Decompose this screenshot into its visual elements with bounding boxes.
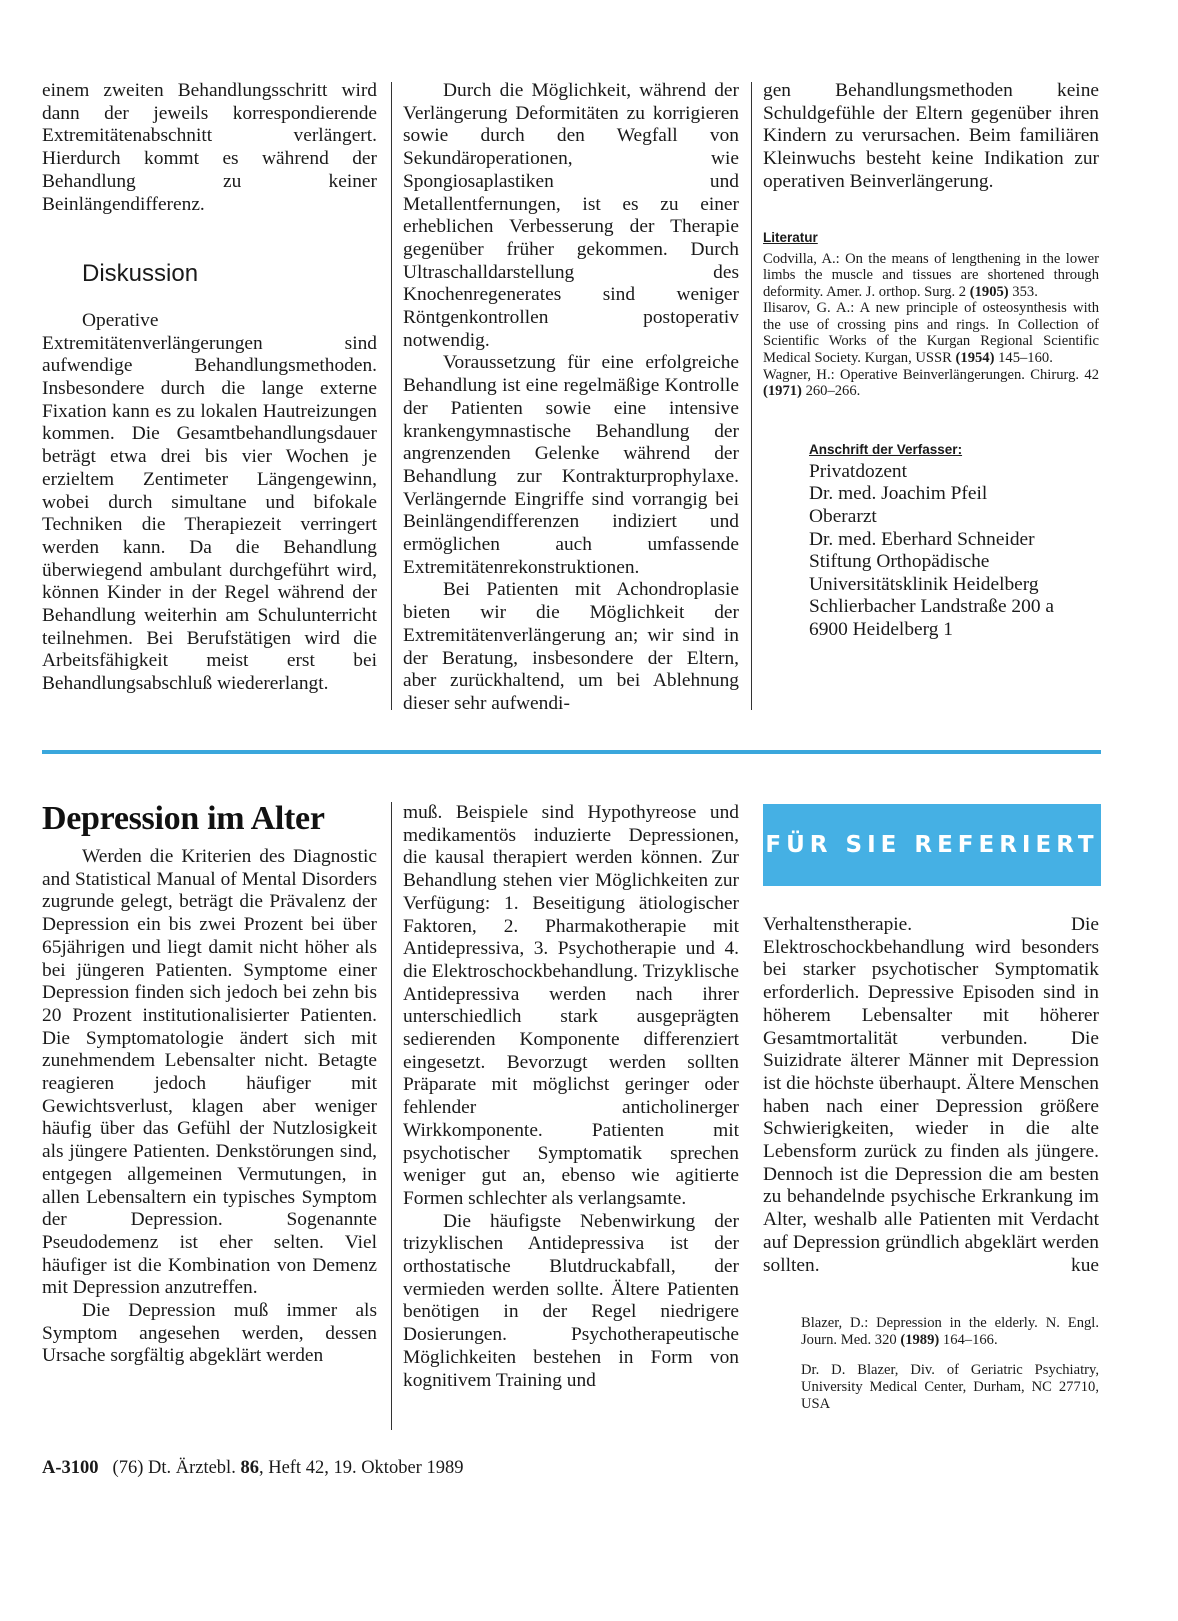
address-line: Stiftung Orthopädische — [809, 551, 990, 573]
address-line: Schlierbacher Landstraße 200 a — [809, 596, 1054, 618]
author-signature: kue — [1071, 1254, 1099, 1276]
paragraph: muß. Beispiele sind Hypothyreose und medikamentös induzierte Depressionen, die kausal therapiert werden können. Zur Behandlung stehen vier Möglichkeiten zur Verfügung: 1. Beseitigung ätiologischer Faktoren, 2. Pharmakotherapie mit Antidepressiva, 3. Psychotherapie und 4. die Elektroschockbehandlung. Trizyklische Antidepressiva werden nach ihrer unterschiedlich stark ausgeprägten sedierenden Komponente differenziert eingesetzt. Bevorzugt werden sollten Präparate mit möglichst geringer oder fehlender anticholinerger Wirkkomponente. Patienten mit psychotischer Symptomatik sprechen weniger gut an, ebenso wie agitierte Formen schlechter als verlangsamte. — [403, 802, 739, 1209]
reference-item: Ilisarov, G. A.: A new principle of osteosynthesis with the use of crossing pins and rings. In Collection of Scientific Works of the Kurgan Regional Scientific Medical Society. Kurgan, USSR (1954) 145–160. — [763, 300, 1099, 367]
reference-list — [763, 251, 1099, 400]
paragraph: Verhaltenstherapie. Die Elektroschockbehandlung wird besonders bei starker psychotischer Symptomatik erforderlich. Depressive Episoden sind in höherem Lebensalter mit höherer Gesamtmortalität verbunden. Die Suizidrate älterer Männer mit Depression ist die höchste überhaupt. Ältere Menschen haben nach einer Depression größere Schwierigkeiten, wieder in die alte Lebensform zurück zu finden als jüngere. Dennoch ist die Depression die am besten zu behandelnde psychische Erkrankung im Alter, weshalb alle Patienten mit Verdacht auf Depression gründlich abgeklärt werden sollten. kue — [763, 914, 1100, 1276]
journal-citation: (76) Dt. Ärztebl. 86, Heft 42, 19. Oktober 1989 — [112, 1458, 464, 1478]
reference-item: Codvilla, A.: On the means of lengthening in the lower limbs the muscle and tissues are shortened through deformity. Amer. J. orthop. Surg. 2 (1905) 353. — [763, 250, 1099, 300]
paragraph: Werden die Kriterien des Diagnostic and Statistical Manual of Mental Disorders zugrunde gelegt, beträgt die Prävalenz der Depression ein bis zwei Prozent bei über 65jährigen und liegt damit nicht höher als bei jüngeren Patienten. Symptome einer Depression finden sich jedoch bei zehn bis 20 Prozent institutionalisierter Patienten. Die Symptomatologie ändert sich mit zunehmendem Lebensalter nicht. Betagte reagieren jedoch häufiger mit Gewichtsverlust, klagen aber weniger häufig über das Gefühl der Nutzlosigkeit als jüngere Patienten. Denkstörungen sind, entgegen allgemeinen Vermutungen, in allen Lebensaltern ein typisches Symptom der Depression. Sogenannte Pseudodemenz ist eher selten. Viel häufiger ist die Kombination von Demenz mit Depression anzutreffen. — [42, 846, 377, 1299]
address-line: Dr. med. Eberhard Schneider — [809, 528, 1035, 550]
paragraph: Die häufigste Nebenwirkung der trizyklischen Antidepressiva ist der orthostatische Blutdruckabfall, der vermieden werden sollte. Ältere Patienten benötigen in der Regel niedrigere Dosierungen. Psychotherapeutische Möglichkeiten bestehen in Form von kognitivem Training und — [403, 1210, 739, 1391]
column-divider — [391, 82, 392, 710]
address-heading: Anschrift der Verfasser: — [809, 441, 963, 457]
top-column-1 — [42, 80, 377, 696]
reference-item: Blazer, D.: Depression in the elderly. N. Engl. Journ. Med. 320 (1989) 164–166. — [801, 1315, 1099, 1348]
banner-label: FÜR SIE REFERIERT — [765, 832, 1099, 858]
column-divider — [751, 82, 752, 710]
article-reference — [801, 1315, 1099, 1412]
article-title: Depression im Alter — [42, 800, 325, 837]
paragraph: einem zweiten Behandlungsschritt wird dann der jeweils korrespondierende Extremitätenabschnitt verlängert. Hierdurch kommt es während der Behandlung zu keiner Beinlängendifferenz. — [42, 80, 377, 215]
address-line: Universitätsklinik Heidelberg — [809, 573, 1039, 595]
fuer-sie-referiert-banner — [763, 804, 1101, 886]
address-line: Oberarzt — [809, 506, 877, 528]
page-number: A-3100 — [42, 1458, 99, 1478]
article-column-3 — [763, 914, 1099, 1412]
author-address-note: Dr. D. Blazer, Div. of Geriatric Psychiatry, University Medical Center, Durham, NC 27710, USA — [801, 1362, 1099, 1412]
paragraph: Bei Patienten mit Achondroplasie bieten wir die Möglichkeit der Extremitätenverlängerung an; wir sind in der Beratung, insbesondere der Eltern, aber zurückhaltend, um bei Ablehnung dieser sehr aufwendi- — [403, 579, 739, 714]
article-column-1 — [42, 800, 377, 1368]
address-line: Dr. med. Joachim Pfeil — [809, 483, 988, 505]
top-column-3 — [763, 80, 1099, 642]
paragraph: Die Depression muß immer als Symptom angesehen werden, dessen Ursache sorgfältig abgeklärt werden — [42, 1300, 377, 1367]
section-separator-rule — [42, 750, 1101, 754]
paragraph: Voraussetzung für eine erfolgreiche Behandlung ist eine regelmäßige Kontrolle der Patienten sowie eine intensive krankengymnastische Behandlung der angrenzenden Gelenke während der Behandlung zur Kontrakturprophylaxe. Verlängernde Eingriffe sind vorrangig bei Beinlängendifferenzen indiziert und ermöglichen auch umfassende Extremitätenrekonstruktionen. — [403, 352, 739, 578]
section-heading-diskussion: Diskussion — [82, 260, 199, 288]
reference-item: Wagner, H.: Operative Beinverlängerungen. Chirurg. 42 (1971) 260–266. — [763, 366, 1099, 400]
address-line: 6900 Heidelberg 1 — [809, 619, 953, 641]
address-line: Privatdozent — [809, 460, 908, 482]
author-address — [809, 442, 1099, 642]
top-column-2 — [403, 80, 739, 716]
paragraph: gen Behandlungsmethoden keine Schuldgefühle der Eltern gegenüber ihren Kindern zu verursachen. Beim familiären Kleinwuchs besteht keine Indikation zur operativen Beinverlängerung. — [763, 80, 1099, 192]
paragraph: Operative Extremitätenverlängerungen sind aufwendige Behandlungsmethoden. Insbesondere durch die lange externe Fixation kann es zu lokalen Hautreizungen kommen. Die Gesamtbehandlungsdauer beträgt etwa drei bis vier Wochen je erzieltem Zentimeter Längengewinn, wobei durch simultane und bifokale Techniken die Therapiezeit verringert werden kann. Da die Behandlung überwiegend ambulant durchgeführt wird, können Kinder in der Regel während der Behandlung weiterhin am Schulunterricht teilnehmen. Bei Berufstätigen wird die Arbeitsfähigkeit meist erst bei Behandlungsabschluß wiedererlangt. — [42, 309, 377, 695]
paragraph: Durch die Möglichkeit, während der Verlängerung Deformitäten zu korrigieren sowie durch den Wegfall von Sekundäroperationen, wie Spongiosaplastiken und Metallentfernungen, ist es zu einer erheblichen Verbesserung der Therapie gegenüber früher gekommen. Durch Ultraschalldarstellung des Knochenregenerates sind weniger Röntgenkontrollen postoperativ notwendig. — [403, 80, 739, 351]
literature-heading: Literatur — [763, 229, 818, 245]
article-column-2 — [403, 802, 739, 1392]
column-divider — [391, 802, 392, 1430]
page-footer — [42, 1458, 463, 1479]
